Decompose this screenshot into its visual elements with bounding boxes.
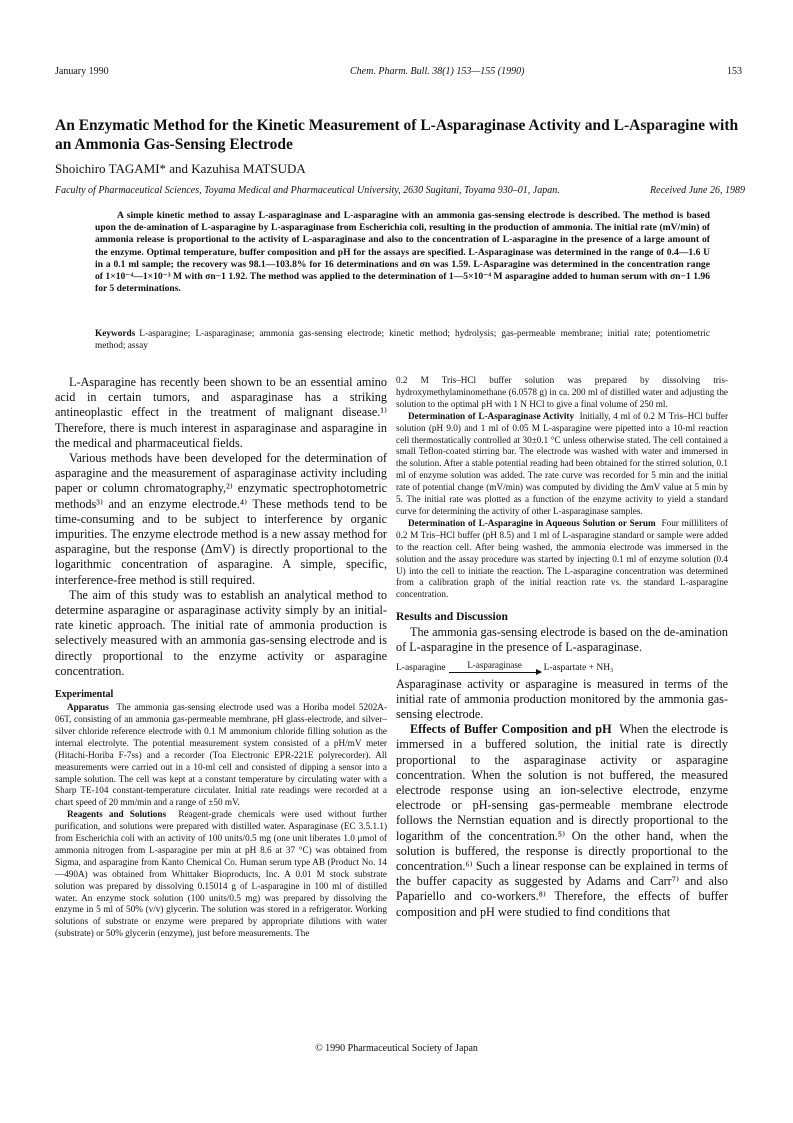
reaction-arrow <box>449 660 541 673</box>
buffer-prep-paragraph: 0.2 M Tris–HCl buffer solution was prepared by dissolving tris-hydroxymethylaminomethane (6.0578 g) in ca. 200 ml of distilled water and adjusting the solution to the optimal pH with 1 N HCl to give a final volume of 250 ml. <box>396 375 728 409</box>
asparaginase-method-text: Initially, 4 ml of 0.2 M Tris–HCl buffer solution (pH 9.0) and 1 ml of 0.05 M L-asparagine were pipetted into a 10-ml reaction cell thermostatically controlled at 30±0.1 °C unless otherwise stated. The cell contained a small Teflon-coated stirring bar. The electrode was washed with water and immersed in the solution. After a stable potential reading had been obtained for the stirred solution, 0.1 ml of enzyme solution was added. The rate curve was recorded for 5 min and the initial rate of potential change (mV/min) was computed by dividing the ΔmV value at 5 min by 5. The initial rate was plotted as a function of the enzyme activity to yield a standard curve for determining the activity of other L-asparaginase samples. <box>396 410 729 516</box>
authors: Shoichiro TAGAMI* and Kazuhisa MATSUDA <box>55 161 306 176</box>
results-heading: Results and Discussion <box>396 611 508 624</box>
affiliation: Faculty of Pharmaceutical Sciences, Toyama Medical and Pharmaceutical University, 2630 Sugitani, Toyama 930–01, Japan. <box>55 185 560 196</box>
apparatus-heading: Apparatus <box>67 702 109 713</box>
keywords-text: L-asparagine; L-asparaginase; ammonia gas-sensing electrode; kinetic method; hydrolysis; gas-permeable membrane; initial rate; potentiometric method; assay <box>95 329 710 351</box>
results-paragraph-2: Asparaginase activity or asparagine is measured in terms of the initial rate of ammonia production monitored by the ammonia gas-sensing electrode. <box>396 676 728 722</box>
asparagine-method-paragraph <box>396 518 728 601</box>
received-date: Received June 26, 1989 <box>650 185 745 196</box>
arrow-icon <box>449 672 541 673</box>
asparaginase-method-heading: Determination of L-Asparaginase Activity <box>408 410 575 421</box>
asparagine-method-heading: Determination of L-Asparagine in Aqueous Solution or Serum <box>408 517 656 528</box>
copyright-footer: © 1990 Pharmaceutical Society of Japan <box>315 1043 478 1054</box>
asparaginase-method-paragraph <box>396 411 728 518</box>
reagents-text: Reagent-grade chemicals were used without further purification, and solutions were prepared with distilled water. Asparaginase (EC 3.5.1.1) from Escherichia coli with an activity of 100 units/0.5 mg (one unit liberates 1.0 μmol of ammonia nitrogen from L-asparagine per min at pH 8.6 at 37 °C) was obtained from Sigma, and asparagine from Kanto Chemical Co. Human serum type AB (Product No. 14—490A) was obtained from Whittaker Bioproducts, Inc. A 0.01 M stock substrate solution was prepared by dissolving 0.15014 g of L-asparagine in 100 ml of distilled water. An enzyme stock solution (100 units/0.5 mg) was prepared by dissolving the enzyme in 5 ml of 50% (v/v) glycerin. The solution was stored in a refrigerator. Working solutions of substrate or enzyme were prepared by appropriate dilutions with water (substrate) or 50% glycerin (enzyme), just before measurements. The <box>55 809 388 939</box>
intro-paragraph-1: L-Asparagine has recently been shown to be an essential amino acid in certain tumors, and asparaginase has a striking antineoplastic effect in the treatment of malignant disease.¹⁾ Therefore, there is much interest in asparaginase and asparagine in the medical and pharmaceutical fields. <box>55 375 387 450</box>
left-column <box>55 375 387 940</box>
header-journal: Chem. Pharm. Bull. 38(1) 153—155 (1990) <box>350 66 525 77</box>
equation-products: L-aspartate + NH₃ <box>543 662 614 673</box>
results-paragraph-1: The ammonia gas-sensing electrode is based on the de-amination of L-asparagine in the presence of L-asparaginase. <box>396 625 728 655</box>
apparatus-text: The ammonia gas-sensing electrode used was a Horiba model 5202A-06T, consisting of an ammonia gas-permeable membrane, pH glass-electrode, and silver–silver chloride reference electrode with 0.1 M ammonium chloride filling solution as the internal electrolyte. The potential measurement system consisted of a pH/mV meter (Hitachi-Horiba F-7ss) and a recorder (Toa Electronic EPR-221E polyrecorder). All measurements were carried out in a 10-ml cell and consisted of dipping a sensor into a sample solution. The cell was kept at a constant temperature by circulating water with a Sharp TE-104 constant-temperature circulater. Initial rate readings were recorded at a chart speed of 20 mm/min and a range of ±50 mV. <box>55 702 388 808</box>
abstract: A simple kinetic method to assay L-asparaginase and L-asparagine with an ammonia gas-sensing electrode is described. The method is based upon the de-amination of L-asparagine by L-asparaginase from Escherichia coli, resulting in the production of ammonia. The initial rate (mV/min) of ammonia release is proportional to the activity of L-asparaginase and also to the concentration of L-asparagine in the presence of a large amount of the enzyme. Optimal temperature, buffer composition and pH for the assays are specified. L-Asparaginase was determined in the range of 0.4—1.6 U in a 0.1 ml sample; the recovery was 98.1—103.8% for 16 determinations and σn was 1.59. L-Asparagine was determined in the concentration range of 1×10⁻⁴—1×10⁻³ M with σn−1 1.92. The method was applied to the determination of 1—5×10⁻⁴ M asparagine added to human serum with σn−1 1.96 for 5 determinations. <box>95 210 710 295</box>
reaction-equation <box>396 660 728 673</box>
reagents-paragraph <box>55 809 387 940</box>
apparatus-paragraph <box>55 702 387 809</box>
effects-text: When the electrode is immersed in a buffered solution, the initial rate is directly proportional to the asparaginase activity or asparagine concentration. When the solution is not buffered, the measured electrode response using an ion-selective electrode, enzyme electrode or pH-sensing gas-permeable membrane electrode follows the Nernstian equation and is directly proportional to the logarithm of the concentration.⁵⁾ On the other hand, when the solution is buffered, the response is directly proportional to the concentration.⁶⁾ Such a linear response can be explained in terms of the buffer capacity as suggested by Adams and Carr⁷⁾ and also Papariello and co-workers.⁸⁾ Therefore, the effects of buffer composition and pH were studied to find conditions that <box>396 722 728 919</box>
experimental-heading: Experimental <box>55 689 114 701</box>
equation-enzyme: L-asparaginase <box>467 659 522 670</box>
intro-paragraph-3: The aim of this study was to establish an analytical method to determine asparagine or asparaginase activity simply by an initial-rate kinetic approach. The initial rate of ammonia production is selectively measured with an ammonia gas-sensing electrode and is directly proportional to the enzyme activity or asparagine concentration. <box>55 587 387 678</box>
effects-heading: Effects of Buffer Composition and pH <box>410 722 612 737</box>
keywords <box>95 328 710 352</box>
right-column <box>396 375 728 920</box>
header-date: January 1990 <box>55 66 109 77</box>
effects-paragraph <box>396 722 728 920</box>
header-page-number: 153 <box>727 66 742 77</box>
intro-paragraph-2: Various methods have been developed for the determination of asparagine and the measurement of asparaginase activity including paper or column chromatography,²⁾ enzymatic spectrophotometric methods³⁾ and an enzyme electrode.⁴⁾ These methods tend to be time-consuming and to be subject to interference by organic impurities. The enzyme electrode method is a new assay method for asparagine, but the response (ΔmV) is directly proportional to the logarithmic concentration of asparagine. A simple, specific, interference-free method is still required. <box>55 451 387 587</box>
keywords-label: Keywords <box>95 329 136 339</box>
asparagine-method-text: Four milliliters of 0.2 M Tris–HCl buffer (pH 8.5) and 1 ml of L-asparagine standard or sample were added to the reaction cell. After being washed, the ammonia electrode was immersed in the solution and the assay procedure was started by injecting 0.1 ml of enzyme solution (0.4 U) into the cell to initiate the reaction. The L-asparagine concentration was determined from a calibration graph of the initial reaction rate vs. the standard L-asparagine concentration. <box>396 517 728 600</box>
affiliation-line <box>55 185 745 196</box>
article-title: An Enzymatic Method for the Kinetic Measurement of L-Asparaginase Activity and L-Asparagine with an Ammonia Gas-Sensing Electrode <box>55 117 739 153</box>
reagents-heading: Reagents and Solutions <box>67 809 167 820</box>
equation-substrate: L-asparagine <box>396 662 446 673</box>
